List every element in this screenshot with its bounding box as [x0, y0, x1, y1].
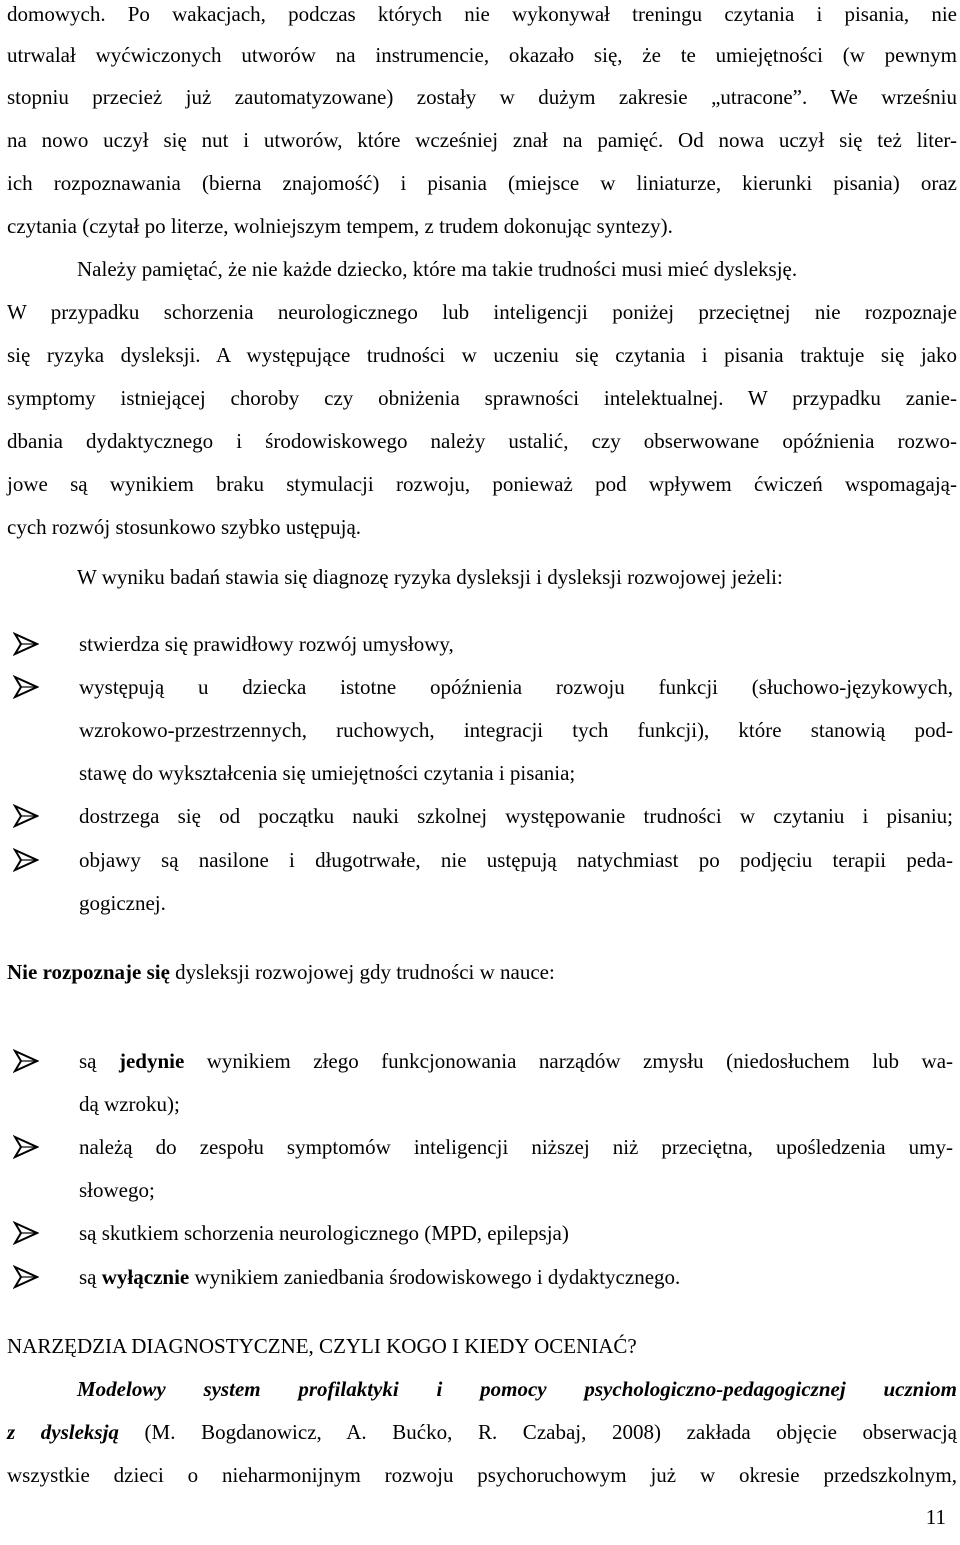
arrowhead-bullet-icon [13, 1221, 39, 1245]
paragraph-line: ich rozpoznawania (bierna znajomość) i pisania (miejsce w liniaturze, kierunki pisania) oraz [7, 171, 957, 195]
paragraph-line [7, 1418, 957, 1446]
paragraph-line: wszystkie dzieci o nieharmonijnym rozwoju psychoruchowym już w okresie przedszkolnym, [7, 1463, 957, 1487]
text-run: (M. Bogdanowicz, A. Bućko, R. Czabaj, 2008) zakłada objęcie obserwacją [118, 1420, 957, 1444]
paragraph-line: na nowo uczył się nut i utworów, które wcześniej znał na pamięć. Od nowa uczył się też liter- [7, 128, 957, 152]
list-item: są skutkiem schorzenia neurologicznego (MPD, epilepsja) [79, 1221, 569, 1245]
paragraph-line: Należy pamiętać, że nie każde dziecko, które ma takie trudności musi mieć dysleksję. [77, 257, 798, 281]
list-item-continuation: słowego; [79, 1178, 155, 1202]
paragraph-line: dbania dydaktycznego i środowiskowego należy ustalić, czy obserwowane opóźnienia rozwo- [7, 429, 957, 453]
bold-phrase: jedynie [118, 1049, 185, 1073]
list-item: występują u dziecka istotne opóźnienia rozwoju funkcji (słuchowo-językowych, [79, 675, 953, 699]
list-item: należą do zespołu symptomów inteligencji niższej niż przeciętna, upośledzenia umy- [79, 1135, 953, 1159]
arrowhead-bullet-icon [13, 804, 39, 828]
list-item-continuation: gogicznej. [79, 891, 166, 915]
paragraph-line: symptomy istniejącej choroby czy obniżenia sprawności intelektualnej. W przypadku zanie- [7, 386, 957, 410]
paragraph-line [7, 958, 555, 986]
page-number: 11 [925, 1505, 946, 1529]
paragraph-line: stopniu przecież już zautomatyzowane) zostały w dużym zakresie „utracone”. We wrześniu [7, 85, 957, 109]
paragraph-line: jowe są wynikiem braku stymulacji rozwoju, ponieważ pod wpływem ćwiczeń wspomagają- [7, 472, 957, 496]
list-item-continuation: wzrokowo-przestrzennych, ruchowych, integracji tych funkcji), które stanowią pod- [79, 718, 953, 742]
arrowhead-bullet-icon [13, 1135, 39, 1159]
text-run: wynikiem złego funkcjonowania narządów zmysłu (niedosłuchem lub wa- [184, 1049, 954, 1073]
text-run: dysleksji rozwojowej gdy trudności w nauce: [169, 960, 555, 984]
paragraph-line: W przypadku schorzenia neurologicznego lub inteligencji poniżej przeciętnej nie rozpoznaje [7, 300, 957, 324]
paragraph-line: się ryzyka dysleksji. A występujące trudności w uczeniu się czytania i pisania traktuje się jako [7, 343, 957, 367]
list-item: dostrzega się od początku nauki szkolnej występowanie trudności w czytaniu i pisaniu; [79, 804, 953, 828]
list-item: objawy są nasilone i długotrwałe, nie ustępują natychmiast po podjęciu terapii peda- [79, 848, 953, 872]
arrowhead-bullet-icon [13, 1265, 39, 1289]
paragraph-line: czytania (czytał po literze, wolniejszym tempem, z trudem dokonując syntezy). [7, 214, 673, 238]
arrowhead-bullet-icon [13, 632, 39, 656]
list-item: stwierdza się prawidłowy rozwój umysłowy, [79, 632, 454, 656]
bold-italic-phrase: z dysleksją [7, 1420, 119, 1444]
text-run: wynikiem zaniedbania środowiskowego i dydaktycznego. [189, 1265, 681, 1289]
paragraph-line: Modelowy system profilaktyki i pomocy psychologiczno-pedagogicznej uczniom [77, 1377, 957, 1401]
section-heading: NARZĘDZIA DIAGNOSTYCZNE, CZYLI KOGO I KIEDY OCENIAĆ? [7, 1334, 637, 1358]
list-item-continuation: dą wzroku); [79, 1092, 180, 1116]
arrowhead-bullet-icon [13, 848, 39, 872]
paragraph-line: cych rozwój stosunkowo szybko ustępują. [7, 515, 362, 539]
arrowhead-bullet-icon [13, 675, 39, 699]
list-item [79, 1263, 680, 1291]
paragraph-line: W wyniku badań stawia się diagnozę ryzyka dysleksji i dysleksji rozwojowej jeżeli: [77, 565, 783, 589]
paragraph-line: utrwalał wyćwiczonych utworów na instrumencie, okazało się, że te umiejętności (w pewnym [7, 43, 957, 67]
paragraph-line: domowych. Po wakacjach, podczas których nie wykonywał treningu czytania i pisania, nie [7, 2, 957, 26]
bold-phrase: wyłącznie [101, 1265, 190, 1289]
list-item-continuation: stawę do wykształcenia się umiejętności czytania i pisania; [79, 761, 576, 785]
list-item [79, 1047, 953, 1075]
bold-phrase: Nie rozpoznaje się [7, 960, 170, 984]
text-run: są [79, 1265, 102, 1289]
text-run: są [79, 1049, 119, 1073]
arrowhead-bullet-icon [13, 1049, 39, 1073]
